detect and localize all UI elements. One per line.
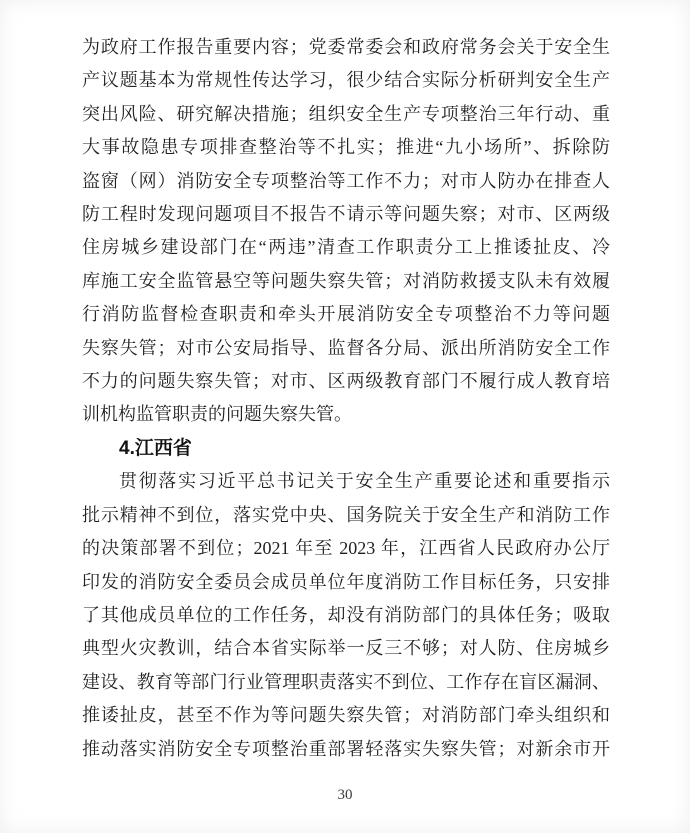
text-line: 贯彻落实习近平总书记关于安全生产重要论述和重要指示 (119, 471, 610, 492)
text-line: 典型火灾教训，结合本省实际举一反三不够；对人防、住房城乡 (82, 638, 610, 659)
text-line: 盗窗（网）消防安全专项整治等工作不力；对市人防办在排查人 (82, 170, 610, 191)
text-line: 推动落实消防安全专项整治重部署轻落实失察失管；对新余市开 (82, 738, 610, 759)
page-footer (0, 786, 690, 804)
text-line: 训机构监管职责的问题失察失管。 (82, 404, 352, 425)
text-line: 防工程时发现问题项目不报告不请示等问题失察；对市、区两级 (82, 204, 610, 225)
section-heading: 4.江西省 (119, 437, 192, 459)
text-line: 推诿扯皮，甚至不作为等问题失察失管；对消防部门牵头组织和 (82, 705, 610, 726)
text-line: 失察失管；对市公安局指导、监督各分局、派出所消防安全工作 (82, 337, 610, 358)
text-line: 建设、教育等部门行业管理职责落实不到位、工作存在盲区漏洞、 (82, 671, 610, 692)
text-line: 了其他成员单位的工作任务，却没有消防部门的具体任务；吸取 (82, 604, 610, 625)
text-line: 库施工安全监管悬空等问题失察失管；对消防救援支队未有效履 (82, 270, 610, 291)
text-line: 突出风险、研究解决措施；组织安全生产专项整治三年行动、重 (82, 103, 610, 124)
page-body (82, 31, 610, 766)
text-line: 的决策部署不到位；2021 年至 2023 年，江西省人民政府办公厅 (82, 538, 610, 559)
text-line: 产议题基本为常规性传达学习，很少结合实际分析研判安全生产 (82, 70, 610, 91)
text-line: 印发的消防安全委员会成员单位年度消防工作目标任务，只安排 (82, 571, 610, 592)
text-line: 住房城乡建设部门在“两违”清查工作职责分工上推诿扯皮、冷 (82, 237, 610, 258)
text-line: 大事故隐患专项排查整治等不扎实；推进“九小场所”、拆除防 (82, 137, 610, 158)
page-number: 30 (337, 787, 353, 803)
text-line: 行消防监督检查职责和牵头开展消防安全专项整治不力等问题 (82, 304, 610, 325)
text-line: 为政府工作报告重要内容；党委常委会和政府常务会关于安全生 (82, 37, 610, 57)
text-line: 批示精神不到位，落实党中央、国务院关于安全生产和消防工作 (82, 504, 610, 525)
text-line: 不力的问题失察失管；对市、区两级教育部门不履行成人教育培 (82, 371, 610, 392)
